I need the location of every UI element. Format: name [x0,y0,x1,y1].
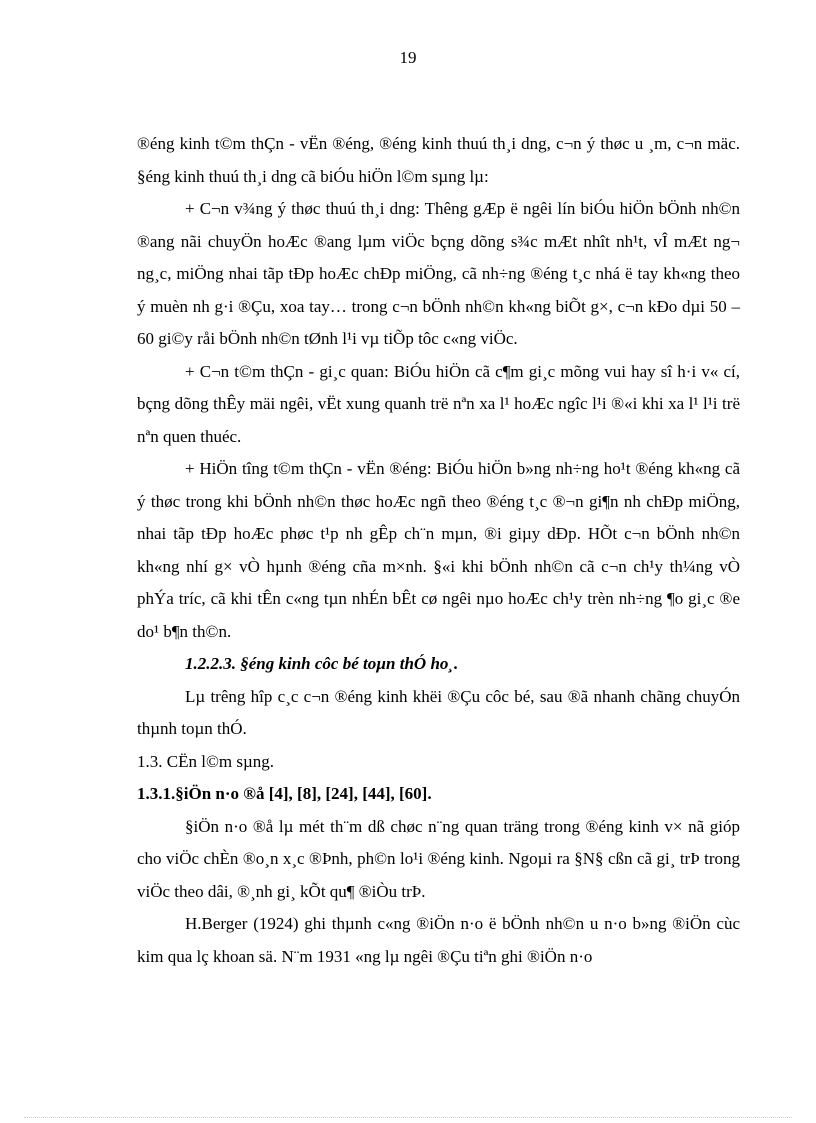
section-heading: 1.3. CËn l©m sµng. [137,751,274,771]
body-text [137,128,740,973]
paragraph-psychomotor: + HiÖn tîng t©m thÇn - vËn ®éng: BiÓu hiÖn b»ng nh÷ng ho¹t ®éng kh«ng cã ý thøc trong khi bÖnh nh©n thøc hoÆc ngñ theo ®éng t¸c ®¬n gi¶n nh chÐp miÖng, nhai tãp tÐp hoÆc phøc t¹p nh gÊp ch¨n mµn, ®i giµy dÐp. HÕt c¬n bÖnh nh©n kh«ng nhí g× vÒ hµnh ®éng cña m×nh. §«i khi bÖnh nh©n cã c¬n ch¹y th¼ng vÒ phÝa tríc, cã khi tÊn c«ng tµn nhÉn bÊt cø ngêi nµo hoÆc ch¹y trèn nh÷ng ¶o gi¸c ®e do¹ b¶n th©n. [137,459,740,641]
paragraph-intro: ®éng kinh t©m thÇn - vËn ®éng, ®éng kinh thuú th¸i dng, c¬n ý thøc u ¸m, c¬n mäc. §éng kinh thuú th¸i dng cã biÓu hiÖn l©m sµng lµ: [137,134,740,186]
subsection-heading-eeg: 1.3.1.§iÖn n·o ®å [4], [8], [24], [44], [60]. [137,784,432,803]
footer-divider [24,1117,792,1118]
paragraph-absence-seizure: + C¬n v¾ng ý thøc thuú th¸i dng: Thêng gÆp ë ngêi lín biÓu hiÖn bÖnh nh©n ®ang nãi chuyÖn hoÆc ®ang lµm viÖc bçng dõng s¾c mÆt nhît nh¹t, vÎ mÆt ng¬ ng¸c, miÖng nhai tãp tÐp hoÆc chÐp miÖng, cã nh÷ng ®éng t¸c nhá ë tay kh«ng theo ý muèn nh g·i ®Çu, xoa tay… trong c¬n bÖnh nh©n kh«ng biÕt g×, c¬n kÐo dµi 50 – 60 gi©y råi bÖnh nh©n tØnh l¹i vµ tiÕp tôc c«ng viÖc. [137,199,740,348]
subsection-heading: 1.2.2.3. §éng kinh côc bé toµn thÓ ho¸. [185,654,459,673]
page-number: 19 [399,48,417,67]
paragraph-psychosensory: + C¬n t©m thÇn - gi¸c quan: BiÓu hiÖn cã c¶m gi¸c mõng vui hay sî h·i v« cí, bçng dõng thÊy mäi ngêi, vËt xung quanh trë nªn xa l¹ hoÆc ngîc l¹i ®«i khi xa l¹ l¹i trë nªn quen thuéc. [137,361,740,446]
paragraph-generalization: Lµ trêng hîp c¸c c¬n ®éng kinh khëi ®Çu côc bé, sau ®ã nhanh chãng chuyÓn thµnh toµn thÓ. [137,686,740,738]
paragraph-berger: H.Berger (1924) ghi thµnh c«ng ®iÖn n·o ë bÖnh nh©n u n·o b»ng ®iÖn cùc kim qua lç khoan sä. N¨m 1931 «ng lµ ngêi ®Çu tiªn ghi ®iÖn n·o [137,914,740,966]
paragraph-eeg: §iÖn n·o ®å lµ mét th¨m dß chøc n¨ng quan träng trong ®éng kinh v× nã gióp cho viÖc chÈn ®o¸n x¸c ®Þnh, ph©n lo¹i ®éng kinh. Ngoµi ra §N§ cßn cã gi¸ trÞ trong viÖc theo dâi, ®¸nh gi¸ kÕt qu¶ ®iÒu trÞ. [137,816,740,901]
